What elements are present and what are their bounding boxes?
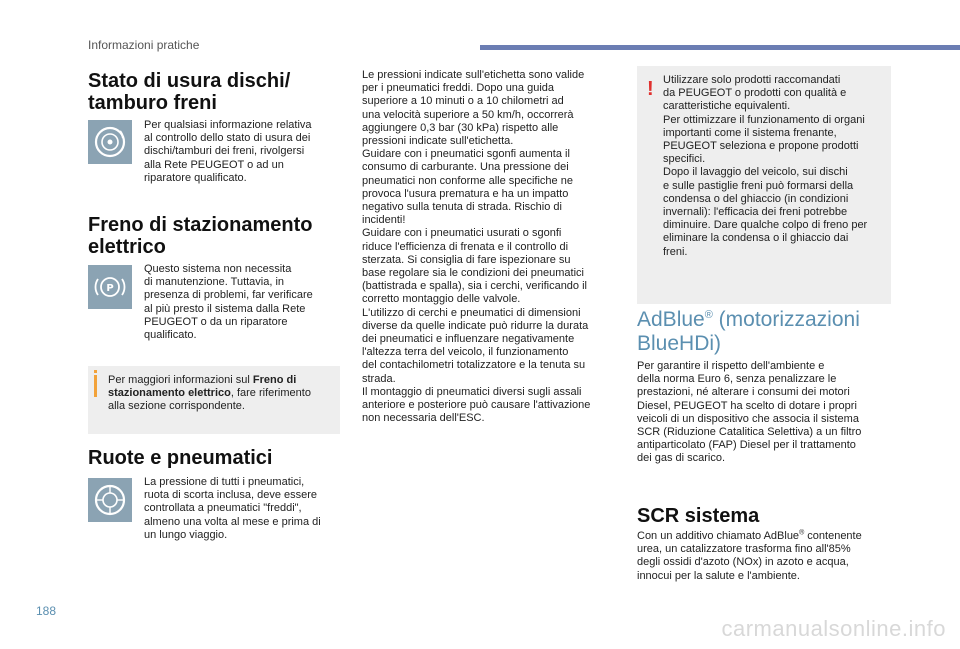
- text-line: presenza di problemi, far verificare: [144, 289, 313, 302]
- text-line: pneumatici non conforme alle specifiche ne: [362, 174, 573, 187]
- text-line: prestazioni, né alterare i consumi dei motori: [637, 386, 850, 399]
- tyres-title: Ruote e pneumatici: [88, 447, 273, 469]
- adblue-title-b: (motorizzazioni: [712, 308, 860, 331]
- tyres-text: [144, 476, 344, 542]
- parking-text: [144, 263, 344, 342]
- text-line: alla Rete PEUGEOT o ad un: [144, 158, 284, 171]
- text-line: aggiungere 0,3 bar (30 kPa) rispetto alle: [362, 121, 559, 134]
- text-line: caratteristiche equivalenti.: [663, 100, 791, 113]
- parking-title: [88, 214, 312, 258]
- text-line: controllata a pneumatici "freddi",: [144, 502, 302, 515]
- parking-brake-icon: [88, 265, 132, 309]
- text-line: provoca l'usura prematura e ha un impatto: [362, 187, 569, 200]
- brakes-title-line1: Stato di usura dischi/: [88, 70, 291, 92]
- text-line: qualificato.: [144, 329, 197, 342]
- text-line: della norma Euro 6, senza penalizzare le: [637, 373, 837, 386]
- warning-icon: !: [647, 78, 654, 100]
- text-line: una velocità superiore a 50 km/h, occorrerà: [362, 108, 574, 121]
- text-line: da PEUGEOT o prodotti con qualità e: [663, 87, 847, 100]
- svg-text:P: P: [106, 283, 114, 294]
- brakes-title: [88, 70, 290, 114]
- adblue-title: [637, 308, 860, 356]
- scr-text: [637, 530, 897, 583]
- text-line: eliminare la condensa o il ghiaccio dai: [663, 232, 849, 245]
- scr-reg-mark: ®: [799, 529, 805, 537]
- text-line: al più presto il sistema dalla Rete: [144, 302, 306, 315]
- brakes-title-line2: tamburo freni: [88, 92, 217, 114]
- watermark: carmanualsonline.info: [721, 616, 946, 641]
- text-line: urea, un catalizzatore trasforma fino all'85%: [637, 543, 851, 556]
- text-line: diminuire. Dare qualche colpo di freno per: [663, 219, 868, 232]
- text-line: consumo di carburante. Una pressione dei: [362, 161, 569, 174]
- text-line: l'altezza terra del veicolo, il funzionamento: [362, 346, 569, 359]
- scr-title: SCR sistema: [637, 505, 760, 527]
- text-line: Guidare con i pneumatici usurati o sgonfi: [362, 227, 562, 240]
- text-line: anteriore e posteriore può causare l'attivazione: [362, 399, 591, 412]
- adblue-title-a: AdBlue: [637, 308, 705, 331]
- text-line: corretto montaggio delle valvole.: [362, 293, 521, 306]
- info-text-pre: Per maggiori informazioni sul: [108, 374, 253, 386]
- page-number: 188: [36, 604, 57, 618]
- text-line: almeno una volta al mese e prima di: [144, 515, 321, 528]
- brakes-text: [144, 119, 344, 185]
- text-line: SCR (Riduzione Catalitica Selettiva) a un filtro: [637, 426, 862, 439]
- text-line: condensa o del ghiaccio (in condizioni: [663, 192, 849, 205]
- text-line: La pressione di tutti i pneumatici,: [144, 476, 305, 488]
- text-line: pressioni indicate sull'etichetta.: [362, 135, 514, 148]
- text-line: PEUGEOT seleziona e propone prodotti: [663, 140, 859, 153]
- text-line: dei gas di scarico.: [637, 452, 726, 465]
- text-line: di manutenzione. Tuttavia, in: [144, 276, 285, 289]
- text-line: innocui per la salute e l'ambiente.: [637, 569, 800, 582]
- text-line: e sulle pastiglie freni può formarsi della: [663, 179, 854, 192]
- text-line: importanti come il sistema frenante,: [663, 126, 837, 139]
- text-line: invernali): l'efficacia dei freni potrebbe: [663, 206, 848, 219]
- tyre-pressure-text: [362, 69, 622, 425]
- warning-box: [637, 66, 891, 304]
- info-text-post: , fare riferimento: [230, 387, 311, 400]
- text-line: L'utilizzo di cerchi e pneumatici di dimensioni: [362, 306, 581, 319]
- text-line: riparatore qualificato.: [144, 171, 247, 184]
- info-text-bold: Freno di: [252, 374, 297, 386]
- text-line: veicoli di un dispositivo che associa il sistema: [637, 412, 859, 425]
- text-line: Il montaggio di pneumatici diversi sugli assali: [362, 385, 582, 398]
- text-line: sterzata. Si consiglia di fare ispezionare su: [362, 253, 571, 266]
- text-line: diverse da quelle indicate può ridurre la durata: [362, 319, 589, 332]
- header-bar: [480, 45, 960, 50]
- text-line: Dopo il lavaggio del veicolo, sui dischi: [663, 166, 848, 179]
- text-line: Diesel, PEUGEOT ha scelto di dotare i propri: [637, 399, 857, 412]
- text-line: Questo sistema non necessita: [144, 263, 292, 275]
- text-line: (battistrada e spalla), sia i cerchi, verificando il: [362, 280, 587, 293]
- parking-title-line2: elettrico: [88, 236, 166, 258]
- info-text-bold2: stazionamento elettrico: [108, 387, 231, 400]
- warning-text: [663, 74, 889, 259]
- text-line: Per ottimizzare il funzionamento di organi: [663, 113, 865, 126]
- text-line: del contachilometri totalizzatore e la tenuta su: [362, 359, 586, 372]
- text-line: incidenti!: [362, 214, 406, 227]
- text-line: Utilizzare solo prodotti raccomandati: [663, 74, 841, 86]
- text-line: Le pressioni indicate sull'etichetta sono valide: [362, 69, 585, 81]
- text-line: superiore a 10 minuti o a 10 chilometri ad: [362, 95, 564, 108]
- text-line: PEUGEOT o da un riparatore: [144, 315, 288, 328]
- running-header: Informazioni pratiche: [88, 38, 200, 52]
- text-line: degli ossidi d'azoto (NOx) in azoto e acqua,: [637, 556, 849, 569]
- text-line: dischi/tamburi dei freni, rivolgersi: [144, 145, 305, 158]
- info-text: [108, 374, 338, 414]
- text-line: specifici.: [663, 153, 706, 166]
- scr-text-post: contenente: [804, 530, 862, 542]
- text-line: non necessaria dell'ESC.: [362, 412, 485, 425]
- text-line: base regolare sia le condizioni dei pneumatici: [362, 267, 584, 280]
- text-line: un lungo viaggio.: [144, 528, 228, 541]
- info-icon: [94, 370, 97, 373]
- text-line: ruota di scorta inclusa, deve essere: [144, 489, 318, 502]
- info-text-line3: alla sezione corrispondente.: [108, 400, 245, 413]
- text-line: riduce l'efficienza di frenata e il controllo di: [362, 240, 569, 253]
- info-box: [88, 366, 340, 434]
- text-line: antiparticolato (FAP) Diesel per il trattamento: [637, 439, 856, 452]
- text-line: freni.: [663, 245, 688, 258]
- text-line: strada.: [362, 372, 396, 385]
- parking-title-line1: Freno di stazionamento: [88, 214, 313, 236]
- info-icon-bar: [94, 375, 97, 397]
- adblue-title-line2: BlueHDi): [637, 332, 722, 355]
- tyre-icon: [88, 478, 132, 522]
- adblue-text: [637, 360, 897, 466]
- scr-text-pre: Con un additivo chiamato AdBlue: [637, 530, 800, 542]
- text-line: Per garantire il rispetto dell'ambiente e: [637, 360, 825, 372]
- text-line: Per qualsiasi informazione relativa: [144, 119, 312, 131]
- text-line: Guidare con i pneumatici sgonfi aumenta il: [362, 148, 570, 161]
- text-line: per i pneumatici freddi. Dopo una guida: [362, 82, 555, 95]
- adblue-reg-mark: ®: [704, 309, 713, 321]
- text-line: al controllo dello stato di usura dei: [144, 132, 311, 145]
- text-line: dei pneumatici e influenzare negativamente: [362, 333, 575, 346]
- brake-disc-icon: [88, 120, 132, 164]
- text-line: negativo sulla tenuta di strada. Rischio di: [362, 201, 562, 214]
